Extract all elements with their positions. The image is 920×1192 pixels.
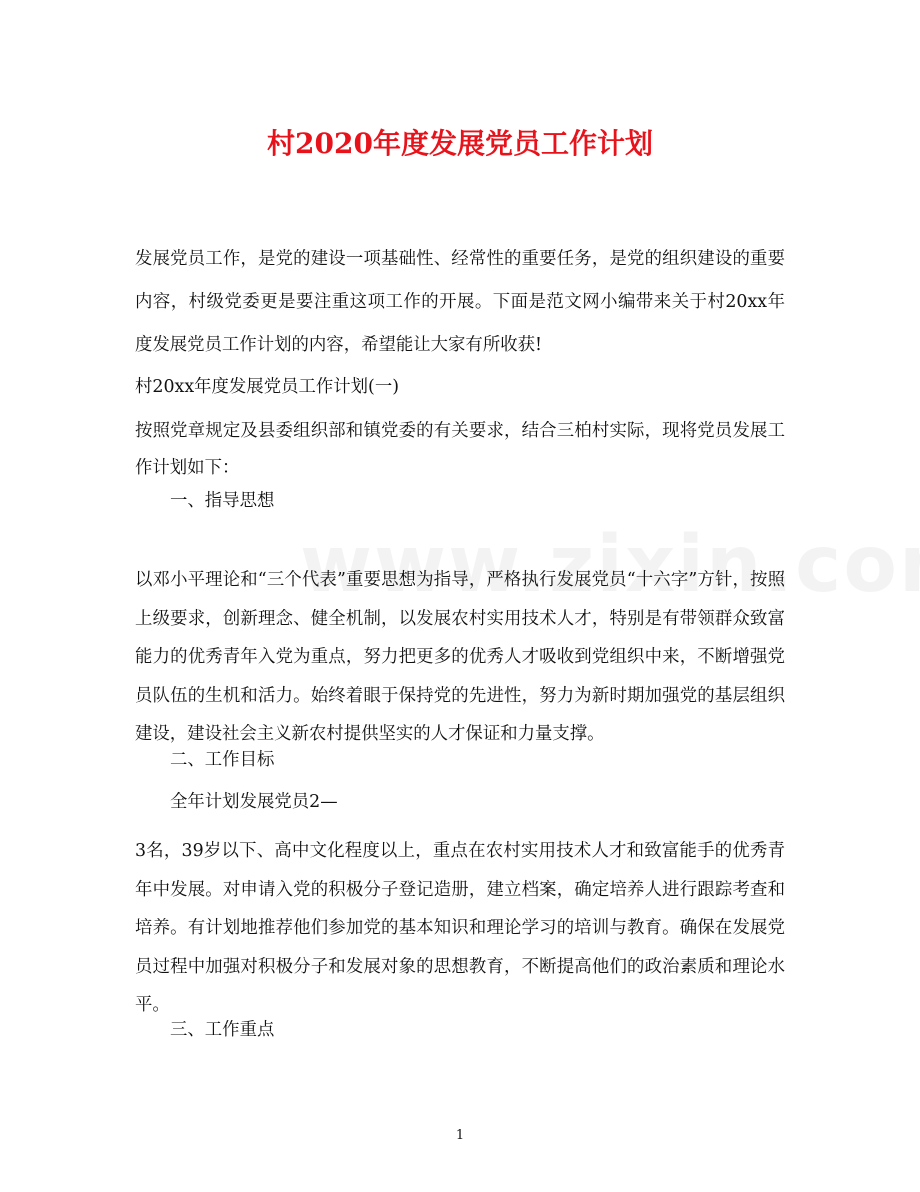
- plan-basis-paragraph: 按照党章规定及县委组织部和镇党委的有关要求，结合三柏村实际，现将党员发展工作计划如下：: [135, 421, 785, 478]
- heading-work-focus: 三、工作重点: [170, 1020, 275, 1040]
- intro-paragraph: 发展党员工作，是党的建设一项基础性、经常性的重要任务，是党的组织建设的重要内容，村级党委更是要注重这项工作的开展。下面是范文网小编带来关于村20xx年度发展党员工作计划的内容，希望能让大家有所收获!: [135, 249, 785, 355]
- heading-work-goals: 二、工作目标: [170, 750, 275, 770]
- guiding-ideology-paragraph: 以邓小平理论和“三个代表”重要思想为指导，严格执行发展党员“十六字”方针，按照上级要求，创新理念、健全机制，以发展农村实用技术人才，特别是有带领群众致富能力的优秀青年入党为重点，努力把更多的优秀人才吸收到党组织中来，不断增强党员队伍的生机和活力。始终着眼于保持党的先进性，努力为新时期加强党的基层组织建设，建设社会主义新农村提供坚实的人才保证和力量支撑。: [135, 570, 785, 744]
- document-title: 村2020年度发展党员工作计划: [267, 127, 653, 160]
- page-number: 1: [455, 1128, 465, 1143]
- section-heading-plan-one: 村20xx年度发展党员工作计划(一): [135, 377, 400, 397]
- work-goals-line: 全年计划发展党员2—: [170, 792, 338, 812]
- heading-guiding-ideology: 一、指导思想: [170, 491, 275, 511]
- work-goals-paragraph: 3名，39岁以下、高中文化程度以上，重点在农村实用技术人才和致富能手的优秀青年中发展。对申请入党的积极分子登记造册，建立档案，确定培养人进行跟踪考查和培养。有计划地推荐他们参加党的基本知识和理论学习的培训与教育。确保在发展党员过程中加强对积极分子和发展对象的思想教育，不断提高他们的政治素质和理论水平。: [135, 841, 785, 1015]
